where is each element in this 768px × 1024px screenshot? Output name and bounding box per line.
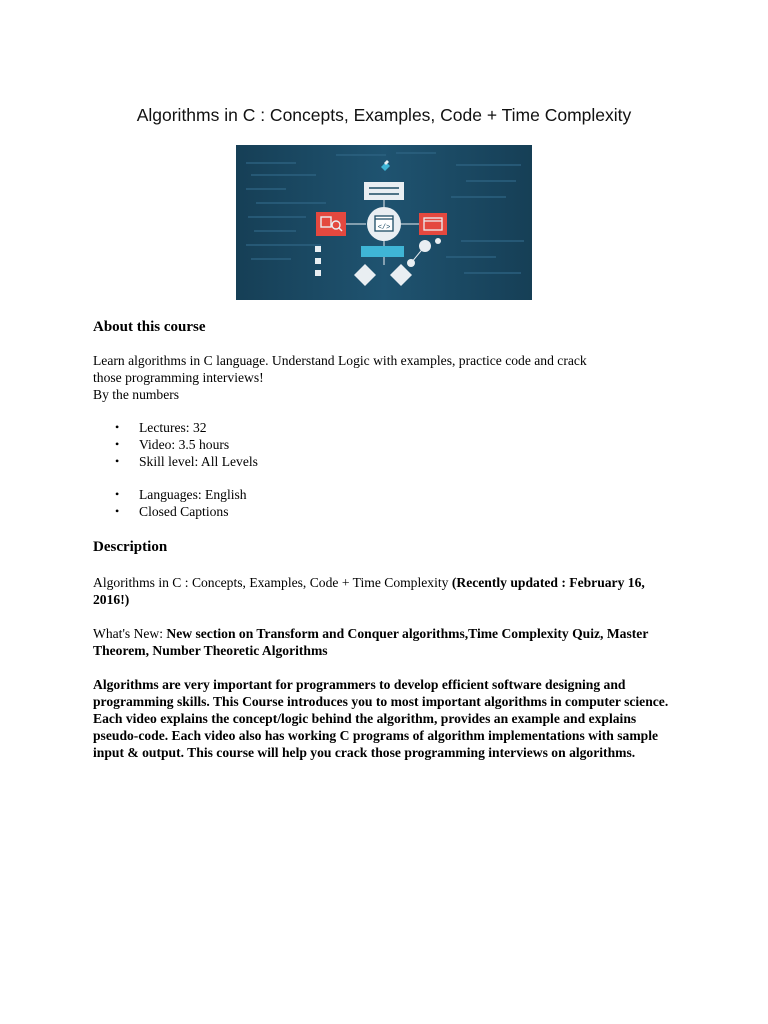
whats-new-items: New section on Transform and Conquer algorithms,Time Complexity Quiz, Master Theorem, Number Theoretic Algorithms [93, 626, 649, 658]
about-intro-line1: Learn algorithms in C language. Understand Logic with examples, practice code and crack [93, 353, 587, 368]
code-brackets-icon [367, 207, 401, 241]
document-lines-icon [364, 182, 404, 200]
stat-lectures: • Lectures: 32 [93, 419, 683, 436]
description-body [93, 676, 683, 761]
extras-list [93, 486, 683, 520]
description-intro [93, 574, 683, 608]
description-heading: Description [93, 539, 168, 555]
document-title: Algorithms in C : Concepts, Examples, Code + Time Complexity [136, 105, 632, 125]
about-heading: About this course [93, 319, 206, 335]
description-body-text: Algorithms are very important for programmers to develop efficient software designing and programming skills. This Course introduces you to most important algorithms in computer science. Each video explains the concept/logic behind the algorithm, provides an example and explains pseudo-code. Each video also has working C programs of algorithm implementations with sample input & output. This course will help you crack those programming interviews on algorithms. [93, 677, 669, 760]
stat-skill-level: • Skill level: All Levels [93, 453, 683, 470]
description-intro-text: Algorithms in C : Concepts, Examples, Code + Time Complexity [93, 575, 452, 590]
svg-text:</>: </> [377, 224, 391, 232]
list-bullets-icon [315, 246, 321, 276]
stat-video: • Video: 3.5 hours [93, 436, 683, 453]
extra-captions: • Closed Captions [93, 503, 683, 520]
whats-new-label: What's New: [93, 626, 167, 641]
extra-languages: • Languages: English [93, 486, 683, 503]
about-intro-line2: those programming interviews! [93, 370, 264, 385]
about-intro [93, 352, 683, 403]
whats-new [93, 625, 683, 659]
by-numbers-label: By the numbers [93, 387, 180, 402]
stats-list [93, 419, 683, 470]
document-body [93, 317, 683, 761]
course-banner-image [236, 145, 532, 300]
recently-updated-note: (Recently updated : February 16, 2016!) [93, 575, 645, 607]
search-window-icon [316, 212, 346, 236]
browser-window-icon [419, 213, 447, 235]
